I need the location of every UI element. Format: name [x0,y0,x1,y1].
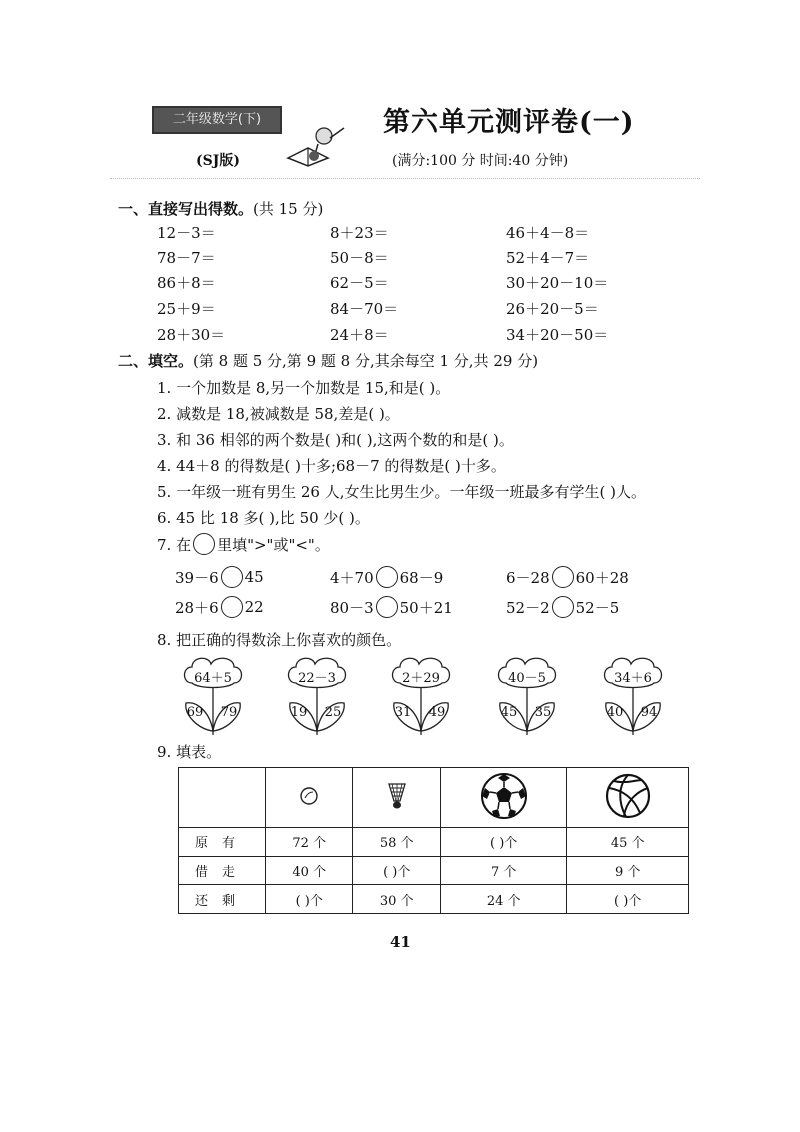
compare-right: 68－9 [399,568,444,587]
calc-item: 52＋4－7＝ [506,249,590,267]
compare-right: 45 [244,568,264,586]
table-corner-cell [179,768,266,828]
calc-item: 34＋20－50＝ [506,326,609,344]
calc-item: 28＋30＝ [157,326,226,344]
section-2-heading [118,350,538,371]
question-6: 6. 45 比 18 多( ),比 50 少( )。 [157,509,370,527]
calc-item: 78－7＝ [157,249,216,267]
table-cell-answer[interactable]: ( )个 [266,885,353,914]
table-cell-answer[interactable]: ( )个 [440,828,566,857]
compare-circle[interactable] [376,566,398,588]
compare-item [175,596,264,618]
question-2: 2. 减数是 18,被减数是 58,差是( )。 [157,405,400,423]
leaf-answer-left[interactable]: 69 [186,705,204,720]
score-time-info: (满分:100 分 时间:40 分钟) [392,153,569,169]
section-1-title: 一、直接写出得数。 [118,200,254,218]
table-cell: 45 个 [567,828,689,857]
compare-circle[interactable] [221,596,243,618]
flower-expression: 34＋6 [614,671,652,686]
leaf-answer-right[interactable]: 94 [640,705,658,720]
leaf-answer-left[interactable]: 31 [394,705,412,720]
calc-item: 86＋8＝ [157,274,216,292]
section-2-title: 二、填空。 [118,352,194,370]
calc-item: 62－5＝ [330,274,389,292]
row-label: 借走 [179,856,266,885]
section-1-note: (共 15 分) [253,200,324,218]
header-divider [110,178,700,179]
compare-item [175,566,264,588]
answer-circle-icon [193,533,215,555]
calc-item: 30＋20－10＝ [506,274,609,292]
question-3: 3. 和 36 相邻的两个数是( )和( ),这两个数的和是( )。 [157,431,514,449]
section-1-heading [118,198,323,219]
table-cell: 72 个 [266,828,353,857]
table-cell-answer[interactable]: ( )个 [567,885,689,914]
table-cell: 24 个 [440,885,566,914]
question-7-suffix: 里填">"或"<"。 [217,535,330,554]
leaf-answer-left[interactable]: 40 [606,705,624,720]
question-7 [157,533,330,555]
table-cell: 40 个 [266,856,353,885]
table-header-cell [266,768,353,828]
leaf-answer-right[interactable]: 79 [220,705,238,720]
calc-item: 50－8＝ [330,249,389,267]
leaf-answer-right[interactable]: 35 [534,705,552,720]
fill-table [178,767,689,914]
volleyball-icon [604,772,652,820]
compare-left: 80－3 [330,598,374,617]
calc-item: 24＋8＝ [330,326,389,344]
question-8: 8. 把正确的得数涂上你喜欢的颜色。 [157,631,402,649]
flower-expression: 40－5 [508,671,546,686]
compare-left: 6－28 [506,568,550,587]
calc-item: 46＋4－8＝ [506,224,590,242]
question-7-prefix: 7. 在 [157,535,192,554]
calc-item: 26＋20－5＝ [506,300,599,318]
calc-item: 84－70＝ [330,300,399,318]
flower[interactable] [178,655,248,735]
soccer-ball-icon [479,771,529,821]
table-header-cell [353,768,440,828]
page-number: 41 [390,933,411,951]
table-row [179,828,689,857]
shuttlecock-icon [386,781,408,811]
compare-item [506,596,619,618]
table-header-cell [440,768,566,828]
reading-child-illustration [284,118,350,170]
table-cell-answer[interactable]: ( )个 [353,856,440,885]
section-2-note: (第 8 题 5 分,第 9 题 8 分,其余每空 1 分,共 29 分) [193,352,539,370]
question-1: 1. 一个加数是 8,另一个加数是 15,和是( )。 [157,379,451,397]
table-row [179,885,689,914]
row-label: 原有 [179,828,266,857]
compare-left: 28＋6 [175,598,219,617]
table-cell: 58 个 [353,828,440,857]
table-header-row [179,768,689,828]
compare-item [330,596,453,618]
compare-left: 52－2 [506,598,550,617]
compare-right: 60＋28 [575,568,629,587]
table-cell: 30 个 [353,885,440,914]
table-header-cell [567,768,689,828]
grade-badge: 二年级数学(下) [152,106,282,134]
flower[interactable] [282,655,352,735]
compare-circle[interactable] [376,596,398,618]
compare-item [506,566,629,588]
compare-circle[interactable] [221,566,243,588]
flower[interactable] [386,655,456,735]
leaf-answer-left[interactable]: 19 [290,705,308,720]
flower[interactable] [492,655,562,735]
flower-expression: 22－3 [298,671,336,686]
question-5: 5. 一年级一班有男生 26 人,女生比男生少。一年级一班最多有学生( )人。 [157,483,646,501]
compare-circle[interactable] [552,596,574,618]
calc-item: 8＋23＝ [330,224,389,242]
compare-circle[interactable] [552,566,574,588]
flower-expression: 64＋5 [194,671,232,686]
question-9: 9. 填表。 [157,743,222,761]
compare-item [330,566,443,588]
leaf-answer-right[interactable]: 49 [428,705,446,720]
compare-right: 22 [244,598,264,616]
compare-right: 52－5 [575,598,620,617]
calc-item: 12－3＝ [157,224,216,242]
leaf-answer-left[interactable]: 45 [500,705,518,720]
calc-item: 25＋9＝ [157,300,216,318]
page-title: 第六单元测评卷(一) [383,107,635,138]
table-cell: 9 个 [567,856,689,885]
question-4: 4. 44＋8 的得数是( )十多;68－7 的得数是( )十多。 [157,457,506,475]
flower-expression: 2＋29 [402,671,440,686]
compare-left: 39－6 [175,568,219,587]
flower[interactable] [598,655,668,735]
compare-left: 4＋70 [330,568,374,587]
leaf-answer-right[interactable]: 25 [324,705,342,720]
pingpong-ball-icon [298,785,320,807]
edition-label: (SJ版) [196,153,240,169]
compare-right: 50＋21 [399,598,453,617]
table-row [179,856,689,885]
row-label: 还剩 [179,885,266,914]
table-cell: 7 个 [440,856,566,885]
